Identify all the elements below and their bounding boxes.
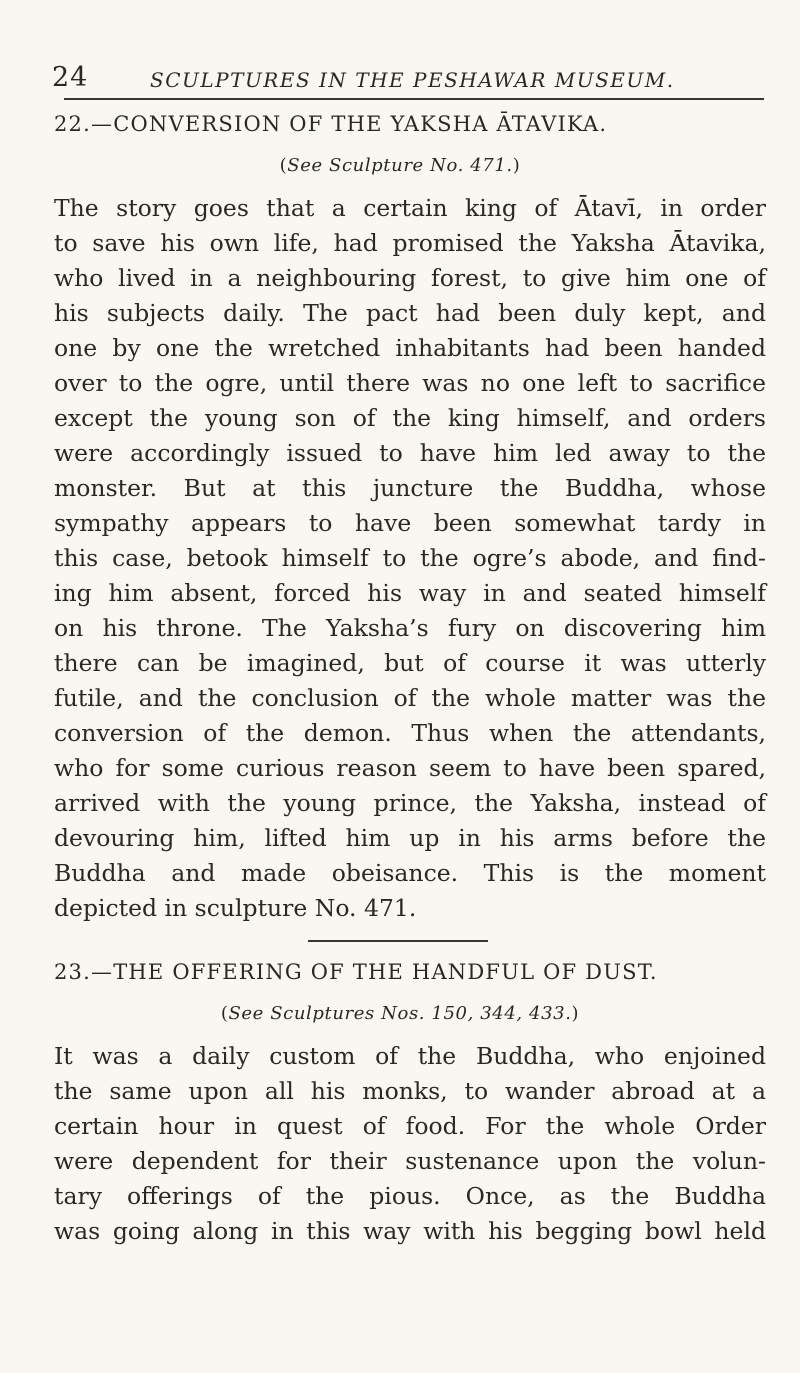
body-line: depicted in sculpture No. 471. [54, 894, 417, 922]
body-line: on his throne. The Yaksha’s fury on discovering him [54, 614, 766, 642]
section-title-23: 23.—THE OFFERING OF THE HANDFUL OF DUST. [54, 960, 658, 984]
body-line: monster. But at this juncture the Buddha, whose [54, 474, 766, 502]
see-reference-22: (See Sculpture No. 471.) [279, 155, 521, 176]
body-line: were accordingly issued to have him led away to the [54, 439, 766, 467]
body-line: this case, betook himself to the ogre’s abode, and find- [54, 544, 766, 572]
section-divider [308, 940, 488, 942]
body-line: his subjects daily. The pact had been duly kept, and [54, 299, 766, 327]
body-line: conversion of the demon. Thus when the attendants, [54, 719, 766, 747]
body-line: was going along in this way with his begging bowl held [54, 1217, 766, 1245]
header-rule [64, 98, 764, 100]
body-line: one by one the wretched inhabitants had been handed [54, 334, 766, 362]
section-title-22: 22.—CONVERSION OF THE YAKSHA ĀTAVIKA. [54, 112, 608, 136]
body-line: who for some curious reason seem to have been spared, [54, 754, 766, 782]
body-line: It was a daily custom of the Buddha, who enjoined [54, 1042, 766, 1070]
body-line: futile, and the conclusion of the whole matter was the [54, 684, 766, 712]
page-number: 24 [52, 62, 89, 93]
body-line: except the young son of the king himself, and orders [54, 404, 766, 432]
body-line: over to the ogre, until there was no one left to sacrifice [54, 369, 766, 397]
body-line: there can be imagined, but of course it was utterly [54, 649, 766, 677]
body-line: The story goes that a certain king of Ātavī, in order [54, 194, 766, 222]
body-line: certain hour in quest of food. For the whole Order [54, 1112, 766, 1140]
see-reference-text: See Sculpture No. 471. [287, 155, 513, 176]
body-line: tary offerings of the pious. Once, as the Buddha [54, 1182, 766, 1210]
body-line: the same upon all his monks, to wander abroad at a [54, 1077, 766, 1105]
body-line: to save his own life, had promised the Yaksha Ātavika, [54, 229, 766, 257]
body-line: were dependent for their sustenance upon the volun- [54, 1147, 766, 1175]
running-title: SCULPTURES IN THE PESHAWAR MUSEUM. [150, 68, 675, 92]
body-line: devouring him, lifted him up in his arms before the [54, 824, 766, 852]
body-line: who lived in a neighbouring forest, to give him one of [54, 264, 766, 292]
body-line: sympathy appears to have been somewhat tardy in [54, 509, 766, 537]
page-header [52, 62, 764, 98]
see-reference-23: (See Sculptures Nos. 150, 344, 433.) [220, 1003, 580, 1024]
see-reference-text: See Sculptures Nos. 150, 344, 433. [228, 1003, 572, 1024]
body-line: Buddha and made obeisance. This is the moment [54, 859, 766, 887]
body-line: arrived with the young prince, the Yaksha, instead of [54, 789, 766, 817]
body-line: ing him absent, forced his way in and seated himself [54, 579, 766, 607]
